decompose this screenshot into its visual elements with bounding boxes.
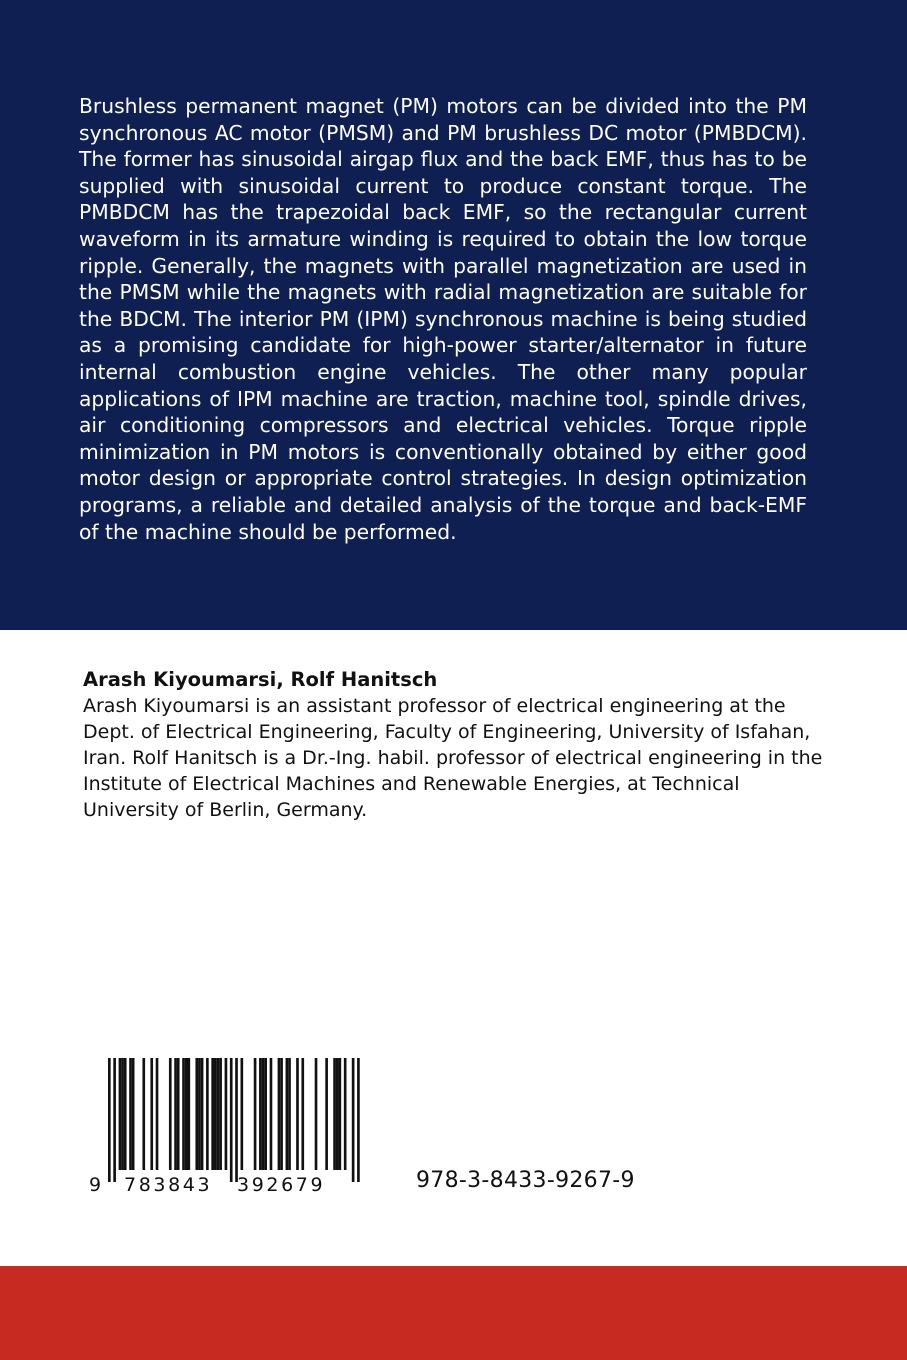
barcode-bar: [259, 1058, 262, 1170]
barcode-digit-lead: 9: [89, 1174, 102, 1196]
barcode-bar: [219, 1058, 222, 1170]
bottom-color-band: [0, 1266, 907, 1360]
barcode-bar: [352, 1058, 355, 1182]
barcode-bar: [270, 1058, 273, 1170]
author-bio: Arash Kiyoumarsi is an assistant professor of electrical engineering at the Dept. of Electrical Engineering, Faculty of Engineering, University of Isfahan, Iran. Rolf Hanitsch is a Dr.-Ing. habil. professor of electrical engineering in the Institute of Electrical Machines and Renewable Energies, at Technical University of Berlin, Germany.: [83, 695, 823, 821]
barcode-bar: [235, 1058, 238, 1182]
barcode-bar: [254, 1058, 257, 1170]
barcode-bar: [108, 1058, 111, 1182]
barcode-bar: [344, 1058, 347, 1170]
barcode-bar: [288, 1058, 291, 1170]
barcode-bar: [325, 1058, 328, 1170]
barcode-bar: [339, 1058, 342, 1170]
barcode-bar: [185, 1058, 188, 1170]
barcode-bar: [206, 1058, 209, 1170]
barcode-bar: [201, 1058, 204, 1170]
barcode-bar: [177, 1058, 180, 1170]
blurb-text: Brushless permanent magnet (PM) motors can be divided into the PM synchronous AC motor (PMSM) and PM brushless DC motor (PMBDCM). The former has sinusoidal airgap flux and the back EMF, thus has to be supplied with sinusoidal current to produce constant torque. The PMBDCM has the trapezoidal back EMF, so the rectangular current waveform in its armature winding is required to obtain the low torque ripple. Generally, the magnets with parallel magnetization are used in the PMSM while the magnets with radial magnetization are suitable for the BDCM. The interior PM (IPM) synchronous machine is being studied as a promising candidate for high-power starter/alternator in future internal combustion engine vehicles. The other many popular applications of IPM machine are traction, machine tool, spindle drives, air conditioning compressors and electrical vehicles. Torque ripple minimization in PM motors is conventionally obtained by either good motor design or appropriate control strategies. In design optimization programs, a reliable and detailed analysis of the torque and back-EMF of the machine should be performed.: [79, 94, 807, 544]
barcode-bar: [150, 1058, 153, 1170]
barcode-bar: [156, 1058, 159, 1170]
barcode-bar: [195, 1058, 198, 1170]
barcode-bar: [264, 1058, 267, 1170]
barcode-bar: [169, 1058, 172, 1170]
barcode-bar: [280, 1058, 283, 1170]
barcode-bar: [241, 1058, 244, 1170]
barcode-bar: [217, 1058, 220, 1170]
barcode-bars: [108, 1058, 360, 1182]
barcode-bar: [214, 1058, 217, 1170]
barcode-bar: [211, 1058, 214, 1170]
barcode-bar: [142, 1058, 145, 1170]
barcode-bar: [225, 1058, 228, 1170]
barcode-graphic: [84, 1054, 360, 1202]
isbn-number: 978-3-8433-9267-9: [416, 1168, 635, 1193]
barcode-bar: [262, 1058, 265, 1170]
barcode-digits-left: 783843: [124, 1174, 213, 1196]
author-names: Arash Kiyoumarsi, Rolf Hanitsch: [83, 668, 438, 691]
barcode-bar: [174, 1058, 177, 1170]
isbn-barcode: [84, 1054, 360, 1202]
author-section: [83, 667, 823, 823]
barcode-bar: [182, 1058, 185, 1170]
barcode-bar: [357, 1058, 360, 1182]
barcode-bar: [124, 1058, 127, 1170]
barcode-bar: [315, 1058, 318, 1170]
barcode-bar: [230, 1058, 233, 1182]
blurb-panel: [0, 0, 907, 630]
barcode-bar: [333, 1058, 336, 1170]
barcode-digits-right: 392679: [237, 1174, 326, 1196]
barcode-bar: [296, 1058, 299, 1170]
barcode-bar: [301, 1058, 304, 1170]
barcode-bar: [286, 1058, 289, 1170]
barcode-bar: [198, 1058, 201, 1170]
barcode-bar: [132, 1058, 135, 1170]
barcode-bar: [113, 1058, 116, 1182]
barcode-bar: [129, 1058, 132, 1170]
barcode-bar: [188, 1058, 191, 1170]
barcode-bar: [121, 1058, 124, 1170]
barcode-bar: [336, 1058, 339, 1170]
barcode-bar: [119, 1058, 122, 1170]
barcode-bar: [278, 1058, 281, 1170]
